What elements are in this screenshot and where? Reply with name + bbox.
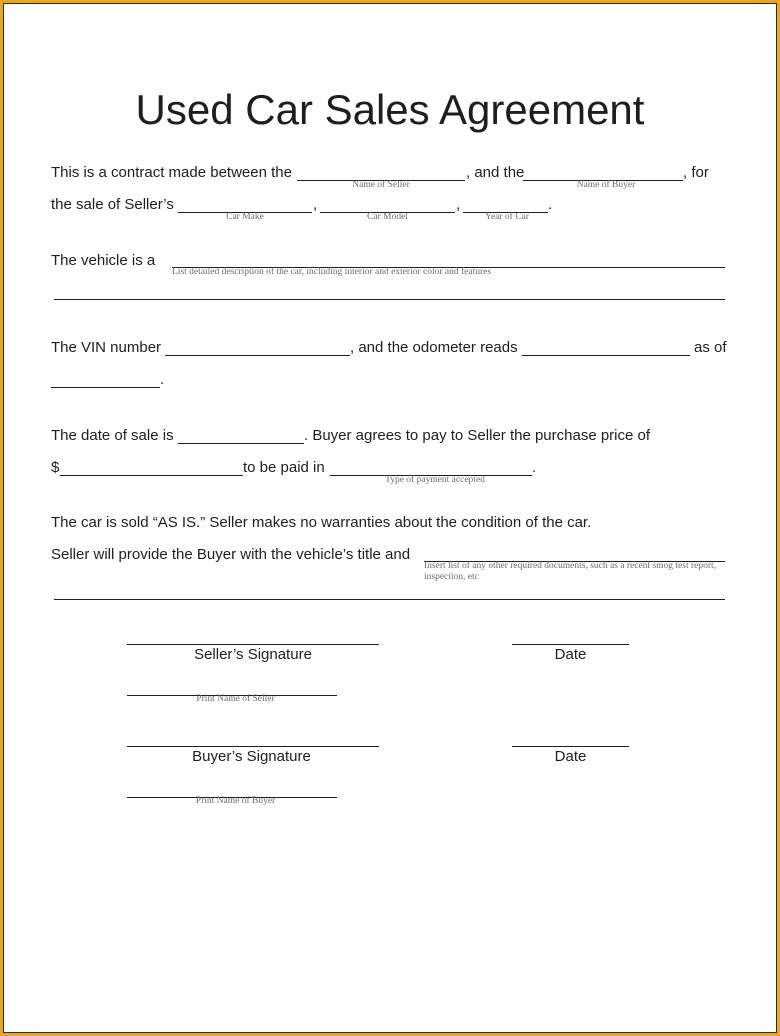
vin-field[interactable] (165, 355, 350, 356)
buyer-date-line[interactable] (512, 746, 629, 747)
title-documents-text: Seller will provide the Buyer with the vehicle’s title and (51, 546, 411, 563)
price-field[interactable] (60, 475, 243, 476)
period: . (548, 196, 553, 213)
buyer-signature-line[interactable] (127, 746, 379, 747)
odometer-label: , and the odometer reads (350, 339, 518, 356)
seller-signature-label: Seller’s Signature (194, 646, 312, 663)
dollar-sign: $ (51, 459, 60, 476)
comma-separator: , (313, 196, 318, 213)
documents-field-2[interactable] (54, 599, 725, 600)
seller-date-label: Date (554, 646, 587, 663)
seller-name-caption: Name of Seller (352, 180, 410, 190)
contract-intro-text: This is a contract made between the (51, 164, 292, 181)
purchase-price-text: . Buyer agrees to pay to Seller the purchase price of (304, 427, 651, 444)
for-text: , for (683, 164, 709, 181)
vehicle-description-field-2[interactable] (54, 299, 725, 300)
print-buyer-name-caption: Print Name of Buyer (195, 796, 276, 806)
as-is-statement: The car is sold “AS IS.” Seller makes no warranties about the condition of the car. (51, 514, 592, 531)
seller-date-line[interactable] (512, 644, 629, 645)
date-of-sale-label: The date of sale is (51, 427, 174, 444)
buyer-name-caption: Name of Buyer (576, 180, 636, 190)
to-be-paid-label: to be paid in (243, 459, 325, 476)
car-year-caption: Year of Car (485, 212, 529, 222)
buyer-signature-label: Buyer’s Signature (192, 748, 311, 765)
seller-signature-line[interactable] (127, 644, 379, 645)
print-seller-name-caption: Print Name of Seller (196, 694, 275, 704)
payment-type-caption: Type of payment accepted (385, 475, 485, 485)
odometer-date-field[interactable] (51, 387, 160, 388)
date-of-sale-field[interactable] (178, 443, 304, 444)
odometer-field[interactable] (522, 355, 690, 356)
car-model-caption: Car Model (367, 212, 408, 222)
as-of-label: as of (694, 339, 727, 356)
comma-separator: , (456, 196, 461, 213)
vehicle-label: The vehicle is a (51, 252, 156, 269)
documents-caption: Insert list of any other required documents, such as a recent smog test report, inspection, etc (424, 561, 717, 582)
sale-of-text: the sale of Seller’s (51, 196, 174, 213)
vehicle-description-caption: List detailed description of the car, including interior and exterior color and features (172, 267, 492, 277)
buyer-date-label: Date (554, 748, 587, 765)
and-the-text: , and the (466, 164, 525, 181)
vin-label: The VIN number (51, 339, 162, 356)
document-title: Used Car Sales Agreement (135, 86, 645, 133)
period: . (532, 459, 537, 476)
car-make-caption: Car Make (226, 212, 264, 222)
period: . (160, 371, 165, 388)
